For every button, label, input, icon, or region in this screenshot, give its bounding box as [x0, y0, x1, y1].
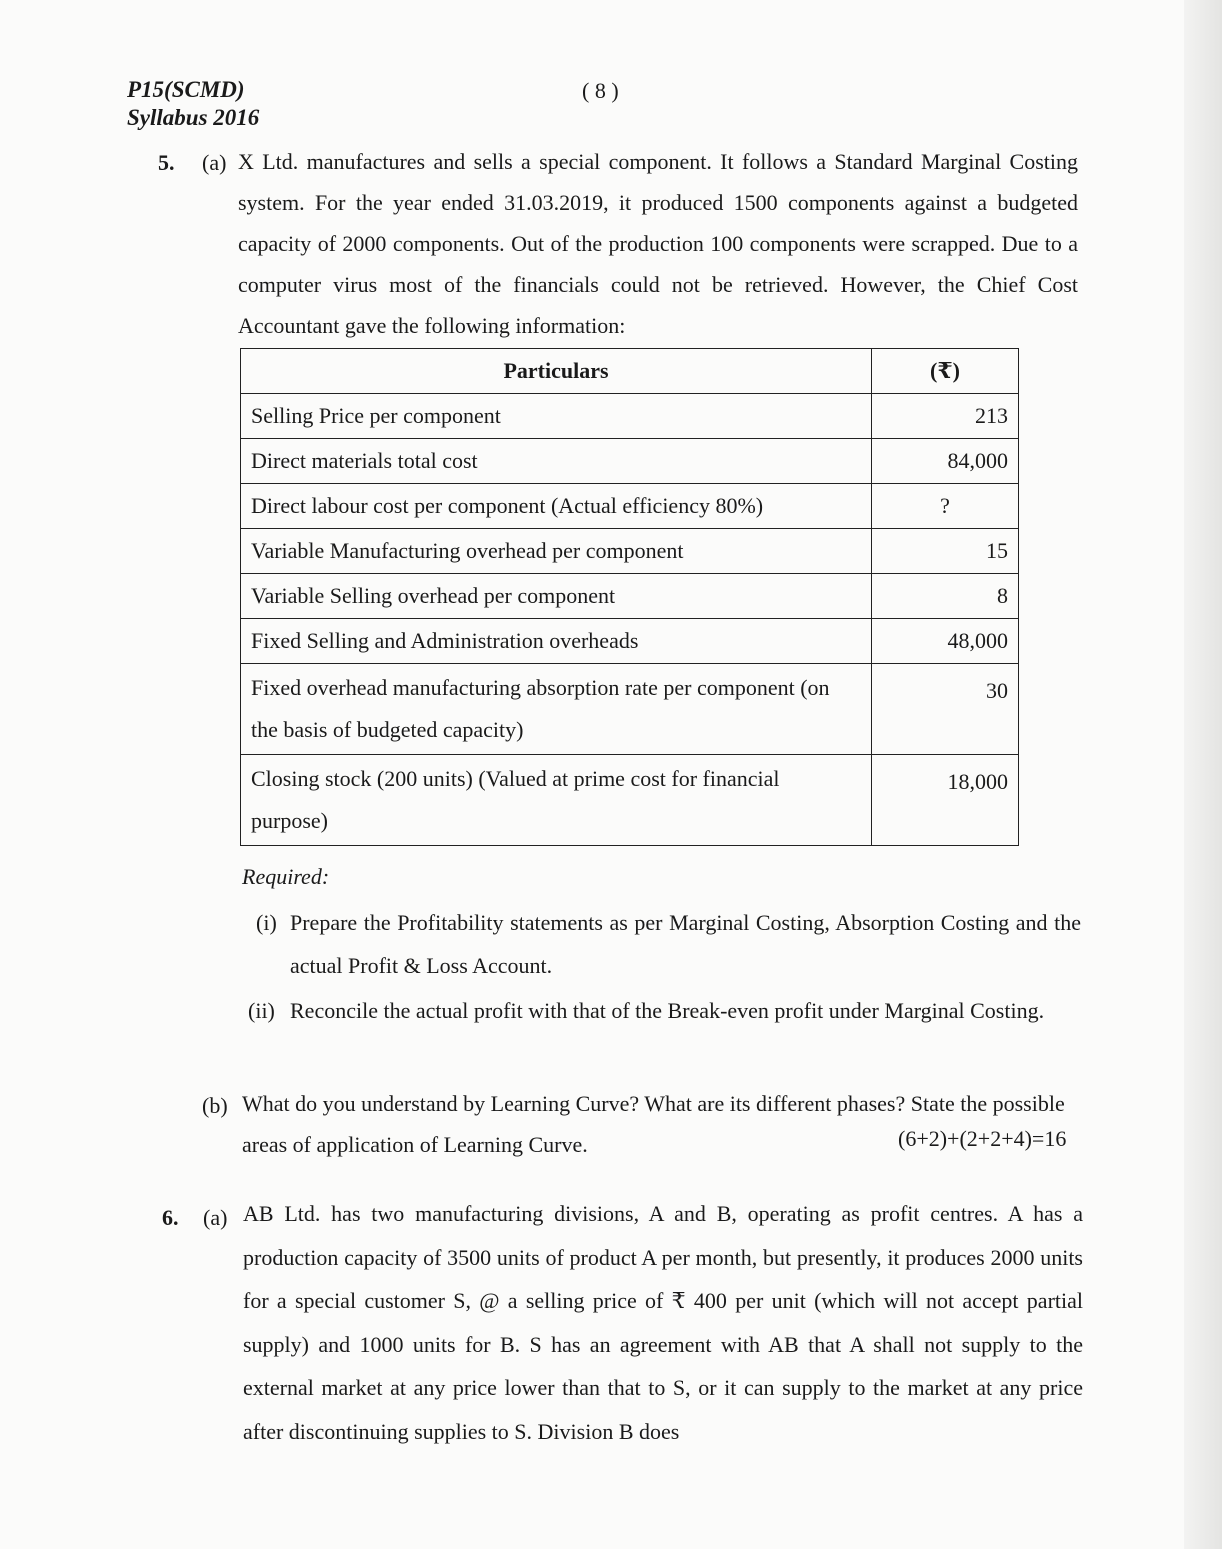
row-amount: ?	[872, 484, 1019, 529]
table-row	[241, 664, 1019, 755]
marks-allocation: (6+2)+(2+2+4)=16	[898, 1126, 1067, 1151]
table-row	[241, 529, 1019, 574]
row-amount: 18,000	[872, 755, 1019, 846]
row-particular: Direct labour cost per component (Actual efficiency 80%)	[241, 484, 872, 529]
question-5a-text: X Ltd. manufactures and sells a special component. It follows a Standard Marginal Costing system. For the year ended 31.03.2019, it produced 1500 components against a budgeted capacity of 2000 components. Out of the production 100 components were scrapped. Due to a computer virus most of the financials could not be retrieved. However, the Chief Cost Accountant gave the following information:	[238, 149, 1078, 338]
table-row	[241, 439, 1019, 484]
row-particular: Direct materials total cost	[241, 439, 872, 484]
question-6a-label: (a)	[203, 1205, 228, 1230]
requirement-ii	[248, 989, 1081, 1032]
row-particular: Fixed overhead manufacturing absorption rate per component (on the basis of budgeted capacity)	[241, 664, 872, 755]
question-6-number: 6.	[162, 1205, 179, 1230]
row-particular: Variable Selling overhead per component	[241, 574, 872, 619]
row-particular: Fixed Selling and Administration overheads	[241, 619, 872, 664]
page-number: ( 8 )	[582, 78, 619, 103]
row-amount: 30	[872, 664, 1019, 755]
row-particular: Variable Manufacturing overhead per component	[241, 529, 872, 574]
requirement-i	[256, 901, 1081, 987]
requirement-ii-label: (ii)	[248, 998, 275, 1023]
table-row	[241, 574, 1019, 619]
question-5b-label: (b)	[202, 1093, 228, 1118]
table-header-row	[241, 349, 1019, 394]
cost-information-table	[240, 348, 1019, 846]
requirement-i-label: (i)	[256, 910, 277, 935]
row-particular: Closing stock (200 units) (Valued at prime cost for financial purpose)	[241, 755, 872, 846]
row-particular: Selling Price per component	[241, 394, 872, 439]
table-row	[241, 394, 1019, 439]
question-5-number: 5.	[158, 150, 175, 175]
page-edge	[1184, 0, 1222, 1549]
table-row	[241, 484, 1019, 529]
table-row	[241, 619, 1019, 664]
question-6a-text: AB Ltd. has two manufacturing divisions, A and B, operating as profit centres. A has a production capacity of 3500 units of product A per month, but presently, it produces 2000 units for a special customer S, @ a selling price of ₹ 400 per unit (which will not accept partial supply) and 1000 units for B. S has an agreement with AB that A shall not supply to the external market at any price lower than that to S, or it can supply to the market at any price after discontinuing supplies to S. Division B does	[243, 1201, 1083, 1444]
required-heading: Required:	[242, 864, 330, 889]
row-amount: 213	[872, 394, 1019, 439]
row-amount: 84,000	[872, 439, 1019, 484]
syllabus-label: Syllabus 2016	[127, 105, 260, 130]
row-amount: 15	[872, 529, 1019, 574]
question-5b-text: What do you understand by Learning Curve? What are its different phases? State the possible areas of application of Learning Curve.	[242, 1091, 1065, 1157]
row-amount: 48,000	[872, 619, 1019, 664]
paper-header	[127, 76, 259, 132]
paper-code: P15(SCMD)	[127, 77, 245, 102]
table-row	[241, 755, 1019, 846]
row-amount: 8	[872, 574, 1019, 619]
requirement-ii-text: Reconcile the actual profit with that of the Break-even profit under Marginal Costing.	[290, 998, 1045, 1023]
question-5a-label: (a)	[202, 150, 227, 175]
requirement-i-text: Prepare the Profitability statements as per Marginal Costing, Absorption Costing and the actual Profit & Loss Account.	[290, 910, 1081, 978]
header-amount: (₹)	[872, 349, 1019, 394]
header-particulars: Particulars	[241, 349, 872, 394]
